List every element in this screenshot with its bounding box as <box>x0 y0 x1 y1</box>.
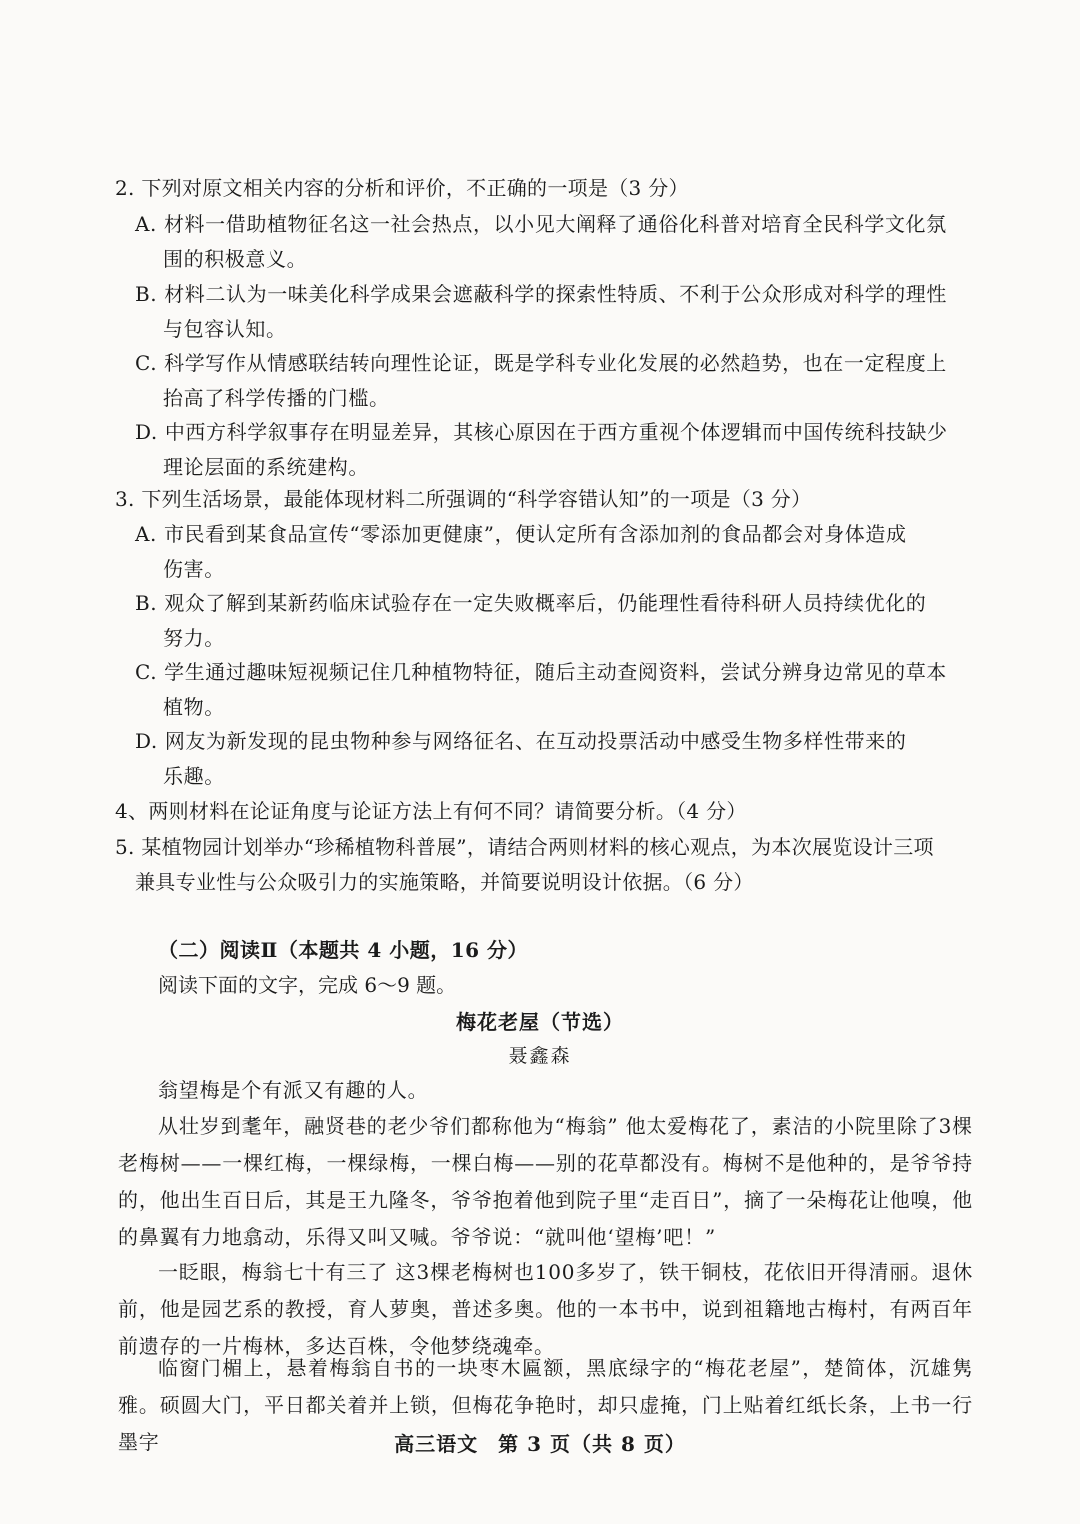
question-3-option-c <box>135 655 975 725</box>
option-text: D. 网友为新发现的昆虫物种参与网络征名、在互动投票活动中感受生物多样性带来的 <box>135 729 907 753</box>
question-2-option-d <box>135 415 975 485</box>
option-text-cont: 伤害。 <box>163 557 225 581</box>
option-text: B. 材料二认为一味美化科学成果会遮蔽科学的探索性特质、不利于公众形成对科学的理性 <box>135 282 948 306</box>
question-2-option-a <box>135 207 975 277</box>
article-paragraph-2: 从壮岁到耄年，融贤巷的老少爷们都称他为“梅翁” 他太爱梅花了，素洁的小院里除了3棵老梅树——一棵红梅，一棵绿梅，一棵白梅——别的花草都没有。梅树不是他种的，是爷爷持的，他出生百日后，其是王九隆冬，爷爷抱着他到院子里“走百日”，摘了一朵梅花让他嗅，他的鼻翼有力地翕动，乐得又叫又喊。爷爷说：“就叫他‘望梅’吧！” <box>118 1114 973 1249</box>
option-text-cont: 抬高了科学传播的门槛。 <box>163 386 390 410</box>
article-author: 聂鑫森 <box>508 1045 572 1067</box>
option-text-cont: 与包容认知。 <box>163 317 287 341</box>
option-text: B. 观众了解到某新药临床试验存在一定失败概率后，仍能理性看待科研人员持续优化的 <box>135 591 927 615</box>
footer-page-number: 第 3 页（共 8 页） <box>498 1432 686 1456</box>
section-title: （二）阅读Ⅱ（本题共 4 小题，16 分） <box>158 938 528 962</box>
option-text: C. 学生通过趣味短视频记住几种植物特征，随后主动查阅资料，尝试分辨身边常见的草本 <box>135 660 947 684</box>
option-text-cont: 植物。 <box>163 695 225 719</box>
question-3-option-d <box>135 724 975 794</box>
section-instruction: 阅读下面的文字，完成 6～9 题。 <box>158 973 457 997</box>
page-footer <box>0 1428 1080 1457</box>
question-2-option-c <box>135 346 975 416</box>
question-2-option-b <box>135 277 975 347</box>
article-title: 梅花老屋（节选） <box>456 1010 624 1034</box>
article-paragraph-1: 翁望梅是个有派又有趣的人。 <box>158 1078 429 1102</box>
question-5-line-1: 5. 某植物园计划举办“珍稀植物科普展”，请结合两则材料的核心观点，为本次展览设计三项 <box>115 835 934 859</box>
article-paragraph-4: 临窗门楣上，悬着梅翁自书的一块枣木匾额，黑底绿字的“梅花老屋”，楚简体，沉雄隽雅。硕圆大门，平日都关着并上锁，但梅花争艳时，却只虚掩，门上贴着红纸长条，上书一行墨字 <box>118 1356 973 1454</box>
article-paragraph-3: 一眨眼，梅翁七十有三了 这3棵老梅树也100多岁了，铁干铜枝，花依旧开得清丽。退休前，他是园艺系的教授，育人萝奥，普述多奥。他的一本书中，说到祖籍地古梅村，有两百年前遗存的一片梅林，多达百株，令他梦绕魂牵。 <box>118 1260 973 1358</box>
option-text: D. 中西方科学叙事存在明显差异，其核心原因在于西方重视个体逻辑而中国传统科技缺少 <box>135 420 948 444</box>
footer-subject: 高三语文 <box>394 1432 479 1456</box>
question-3-stem: 3. 下列生活场景，最能体现材料二所强调的“科学容错认知”的一项是（3 分） <box>115 487 812 511</box>
option-text-cont: 理论层面的系统建构。 <box>163 455 369 479</box>
question-3-option-b <box>135 586 975 656</box>
question-2-stem: 2. 下列对原文相关内容的分析和评价，不正确的一项是（3 分） <box>115 176 689 200</box>
question-3-option-a <box>135 517 975 587</box>
question-4: 4、两则材料在论证角度与论证方法上有何不同？请简要分析。（4 分） <box>115 799 747 823</box>
option-text: A. 材料一借助植物征名这一社会热点，以小见大阐释了通俗化科普对培育全民科学文化氛 <box>135 212 947 236</box>
option-text: A. 市民看到某食品宣传“零添加更健康”，便认定所有含添加剂的食品都会对身体造成 <box>135 522 907 546</box>
option-text-cont: 努力。 <box>163 626 225 650</box>
option-text-cont: 围的积极意义。 <box>163 247 308 271</box>
option-text-cont: 乐趣。 <box>163 764 225 788</box>
question-5-line-2: 兼具专业性与公众吸引力的实施策略，并简要说明设计依据。（6 分） <box>135 870 754 894</box>
option-text: C. 科学写作从情感联结转向理性论证，既是学科专业化发展的必然趋势，也在一定程度上 <box>135 351 947 375</box>
